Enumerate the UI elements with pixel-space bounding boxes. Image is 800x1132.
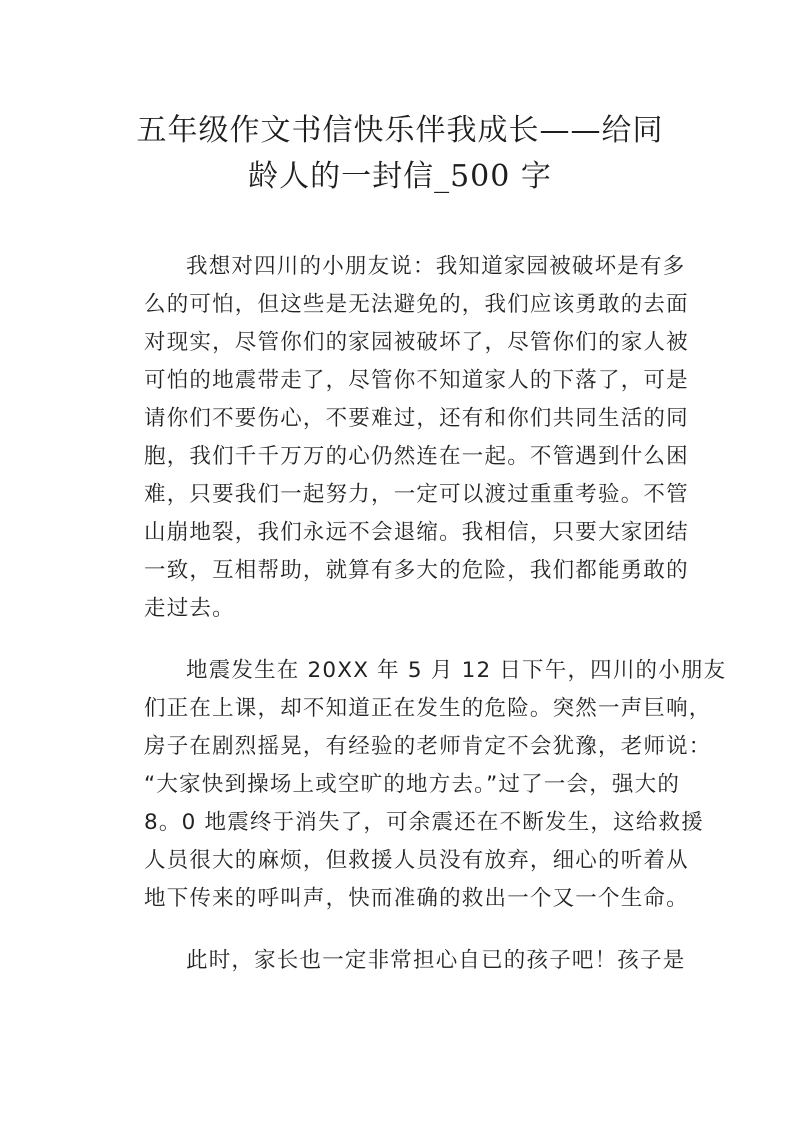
paragraph-1-line-7: 难，只要我们一起努力，一定可以渡过重重考验。不管 [144, 482, 689, 507]
document-title [120, 108, 680, 200]
paragraph-1-line-6: 胞，我们千千万万的心仍然连在一起。不管遇到什么困 [144, 444, 689, 469]
paragraph-2-line-7: 地下传来的呼叫声，快而准确的救出一个又一个生命。 [144, 886, 689, 911]
paragraph-2-line-3: 房子在剧烈摇晃，有经验的老师肯定不会犹豫，老师说： [144, 734, 712, 759]
paragraph-3-line-1: 此时，家长也一定非常担心自已的孩子吧！孩子是 [186, 948, 686, 973]
paragraph-2-line-6: 人员很大的麻烦，但救援人员没有放弃，细心的听着从 [144, 848, 689, 873]
paragraph-2-line-2: 们正在上课，却不知道正在发生的危险。突然一声巨响， [144, 696, 712, 721]
paragraph-1-line-2: 么的可怕，但这些是无法避免的，我们应该勇敢的去面 [144, 292, 689, 317]
paragraph-1-line-3: 对现实，尽管你们的家园被破坏了，尽管你们的家人被 [144, 330, 689, 355]
title-line-1: 五年级作文书信快乐伴我成长——给同 [136, 113, 664, 148]
paragraph-1-line-1: 我想对四川的小朋友说：我知道家园被破坏是有多 [186, 254, 686, 279]
paragraph-1-line-8: 山崩地裂，我们永远不会退缩。我相信，只要大家团结 [144, 520, 689, 545]
paragraph-1-line-10: 走过去。 [144, 596, 235, 621]
paragraph-1-line-4: 可怕的地震带走了，尽管你不知道家人的下落了，可是 [144, 368, 689, 393]
title-line-2: 龄人的一封信_500 字 [248, 159, 552, 194]
paragraph-2-line-4: “大家快到操场上或空旷的地方去。”过了一会，强大的 [144, 772, 681, 797]
paragraph-1-line-9: 一致，互相帮助，就算有多大的危险，我们都能勇敢的 [144, 558, 689, 583]
paragraph-1-line-5: 请你们不要伤心，不要难过，还有和你们共同生活的同 [144, 406, 689, 431]
paragraph-2-line-5: 8。0 地震终于消失了，可余震还在不断发生，这给救援 [144, 810, 704, 835]
paragraph-2-line-1: 地震发生在 20XX 年 5 月 12 日下午，四川的小朋友 [186, 658, 727, 683]
